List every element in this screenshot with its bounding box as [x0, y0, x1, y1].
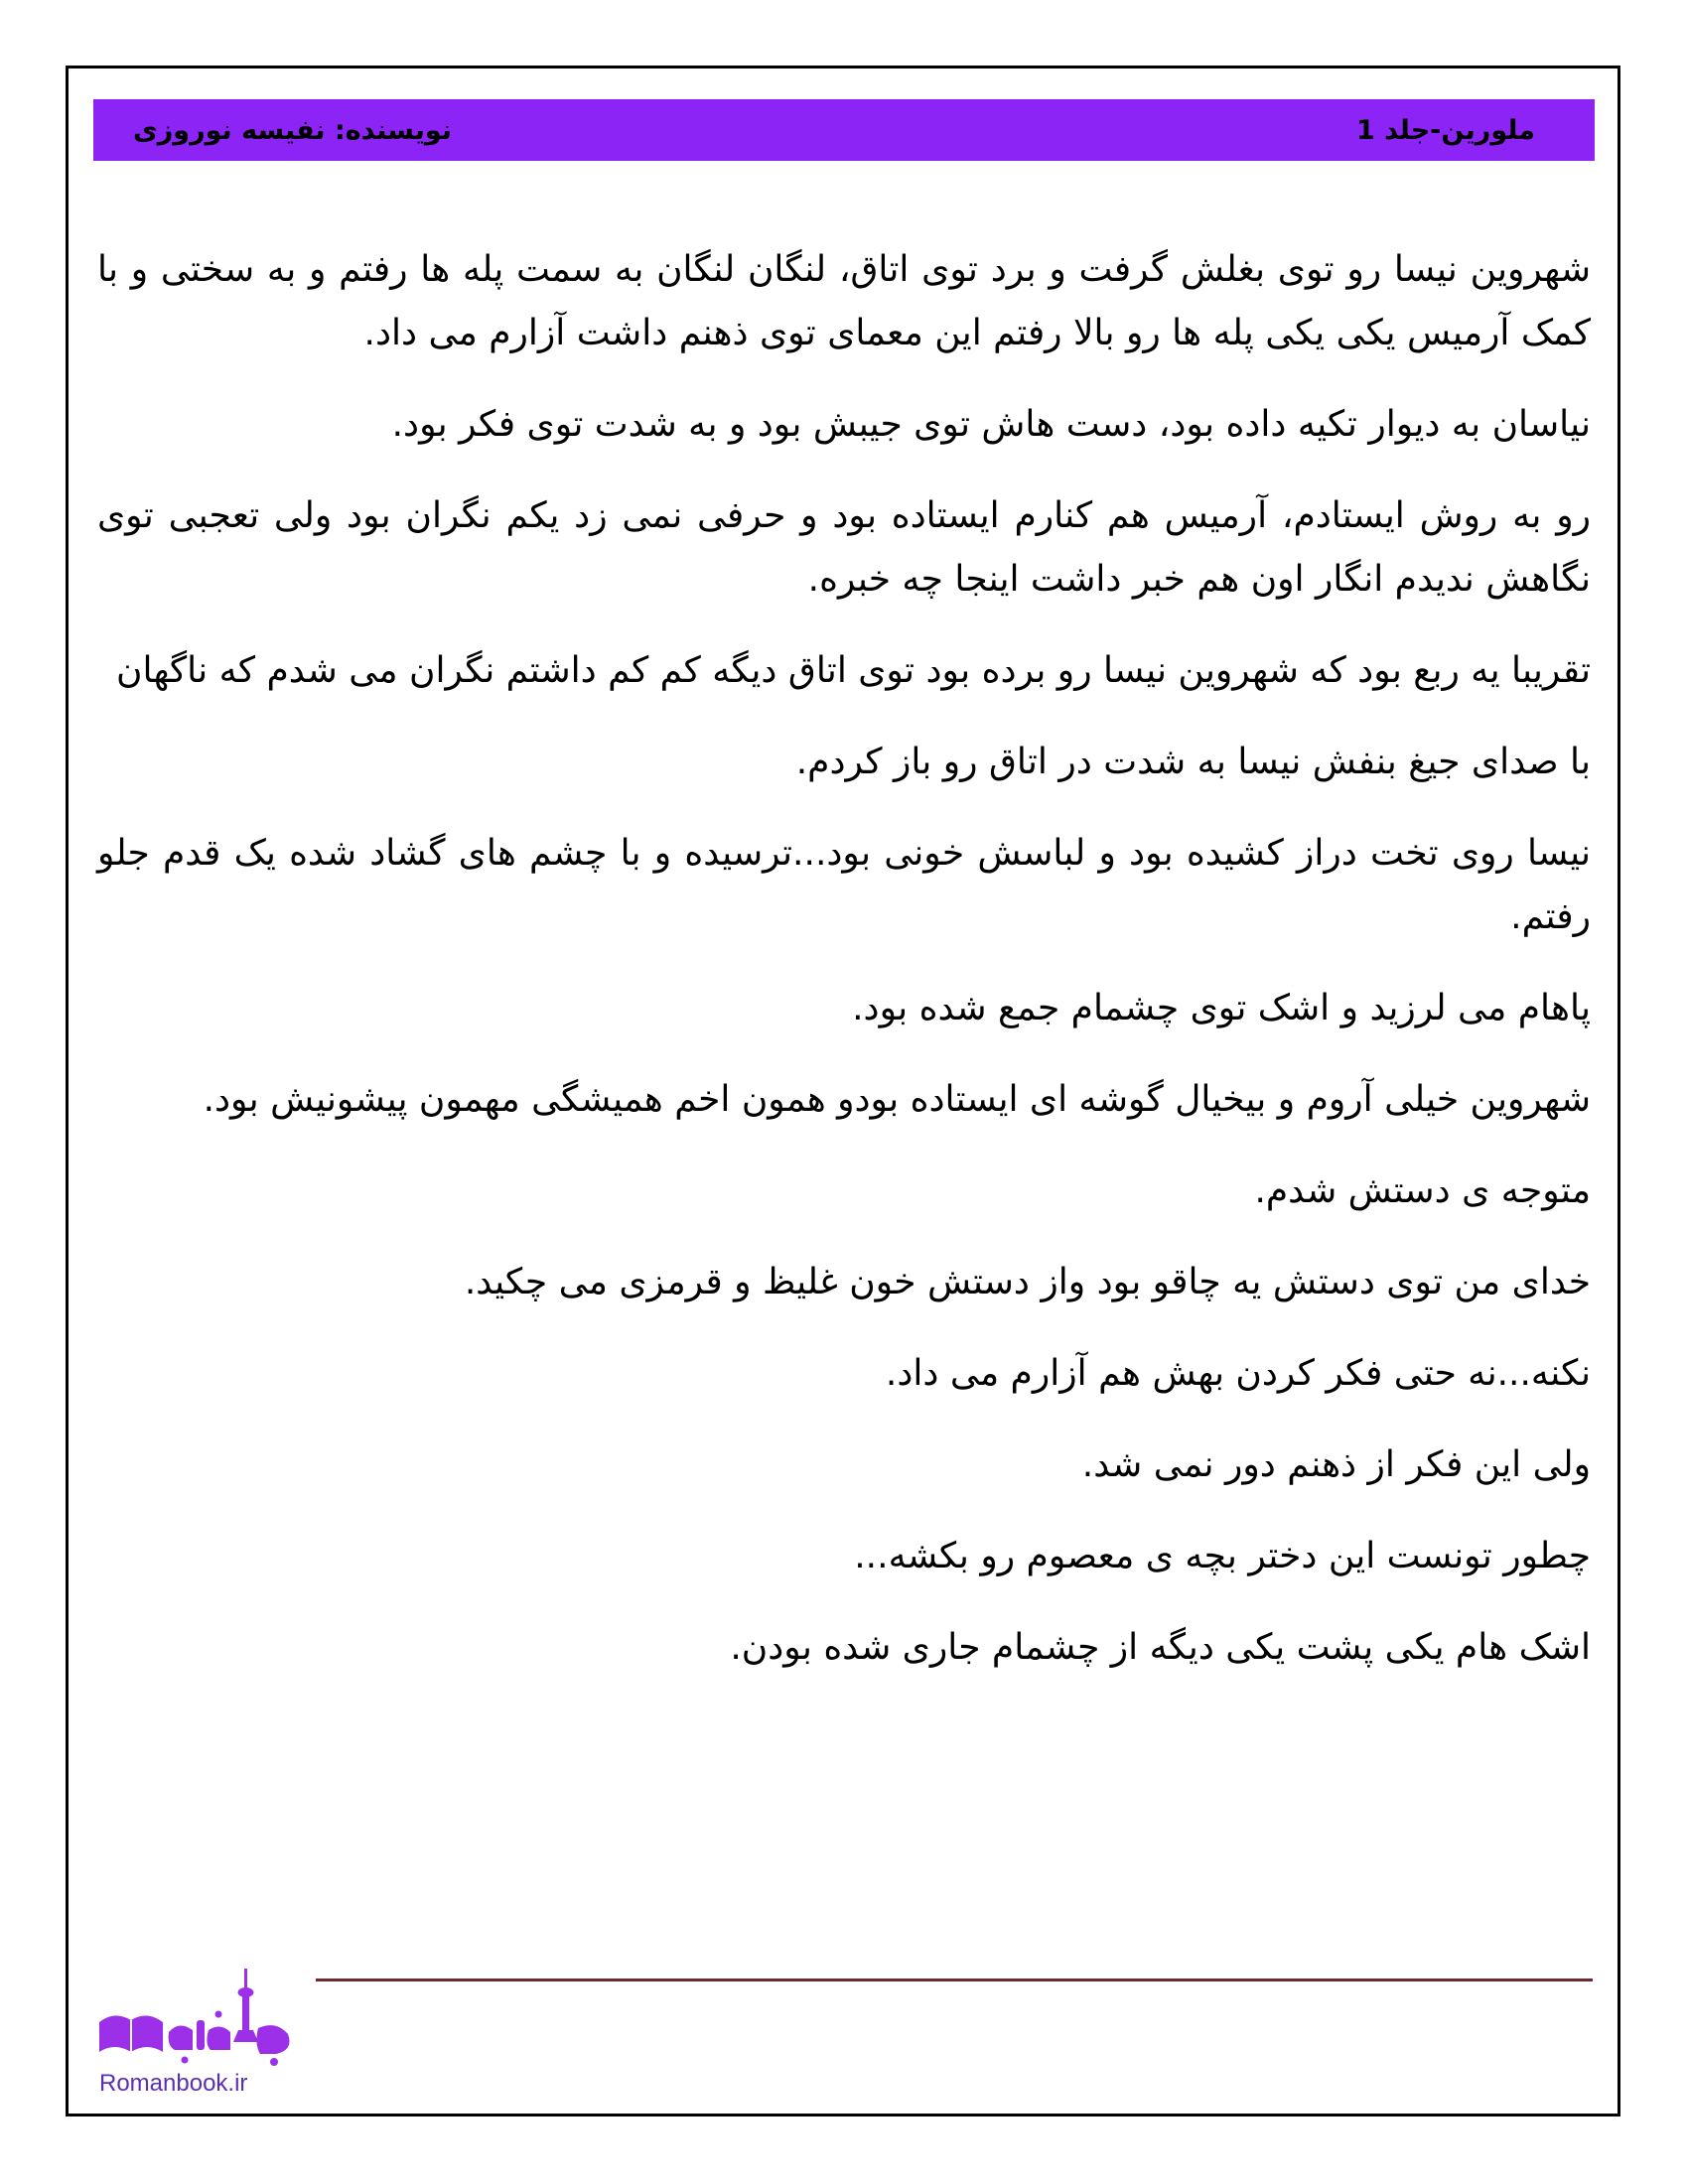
story-text	[97, 238, 1591, 1707]
paragraph: نیاسان به دیوار تکیه داده بود، دست هاش توی جیبش بود و به شدت توی فکر بود.	[391, 404, 1591, 445]
paragraph: چطور تونست این دختر بچه ی معصوم رو بکشه...	[854, 1536, 1591, 1576]
book-title: ملورین-جلد 1	[1355, 114, 1535, 146]
paragraph: متوجه ی دستش شدم.	[1254, 1170, 1591, 1211]
paragraph: رو به روش ایستادم، آرمیس هم کنارم ایستاده بود و حرفی نمی زد یکم نگران بود ولی تعجبی توی نگاهش ندیدم انگار اون هم خبر داشت اینجا چه خبره.	[97, 495, 1591, 600]
paragraph: نیسا روی تخت دراز کشیده بود و لباسش خونی بود...ترسیده و با چشم های گشاد شده یک قدم جلو رفتم.	[97, 833, 1591, 937]
logo-mark-icon	[89, 1961, 318, 2070]
paragraph: پاهام می لرزید و اشک توی چشمام جمع شده بود.	[852, 988, 1591, 1028]
author-name: نویسنده: نفیسه نوروزی	[133, 114, 452, 146]
paragraph: نکنه...نه حتی فکر کردن بهش هم آزارم می داد.	[885, 1353, 1591, 1394]
paragraph: ولی این فکر از ذهنم دور نمی شد.	[1081, 1444, 1591, 1485]
header-bar	[93, 99, 1595, 161]
paragraph: اشک هام یکی پشت یکی دیگه از چشمام جاری شده بودن.	[730, 1627, 1591, 1668]
paragraph: شهروین خیلی آروم و بیخیال گوشه ای ایستاده بودو همون اخم همیشگی مهمون پیشونیش بود.	[203, 1079, 1591, 1120]
paragraph: با صدای جیغ بنفش نیسا به شدت در اتاق رو باز کردم.	[795, 742, 1591, 782]
site-url[interactable]: Romanbook.ir	[99, 2070, 248, 2097]
paragraph: تقریبا یه ربع بود که شهروین نیسا رو برده بود توی اتاق دیگه کم کم داشتم نگران می شدم که ناگهان	[116, 650, 1591, 691]
romanbook-logo[interactable]	[89, 1961, 318, 2100]
paragraph: خدای من توی دستش یه چاقو بود واز دستش خون غلیظ و قرمزی می چکید.	[464, 1262, 1591, 1302]
footer-divider	[316, 1979, 1593, 1981]
paragraph: شهروین نیسا رو توی بغلش گرفت و برد توی اتاق، لنگان لنگان به سمت پله ها رفتم و به سختی و با کمک آرمیس یکی یکی پله ها رو بالا رفتم این معمای توی ذهنم داشت آزارم می داد.	[97, 249, 1591, 353]
